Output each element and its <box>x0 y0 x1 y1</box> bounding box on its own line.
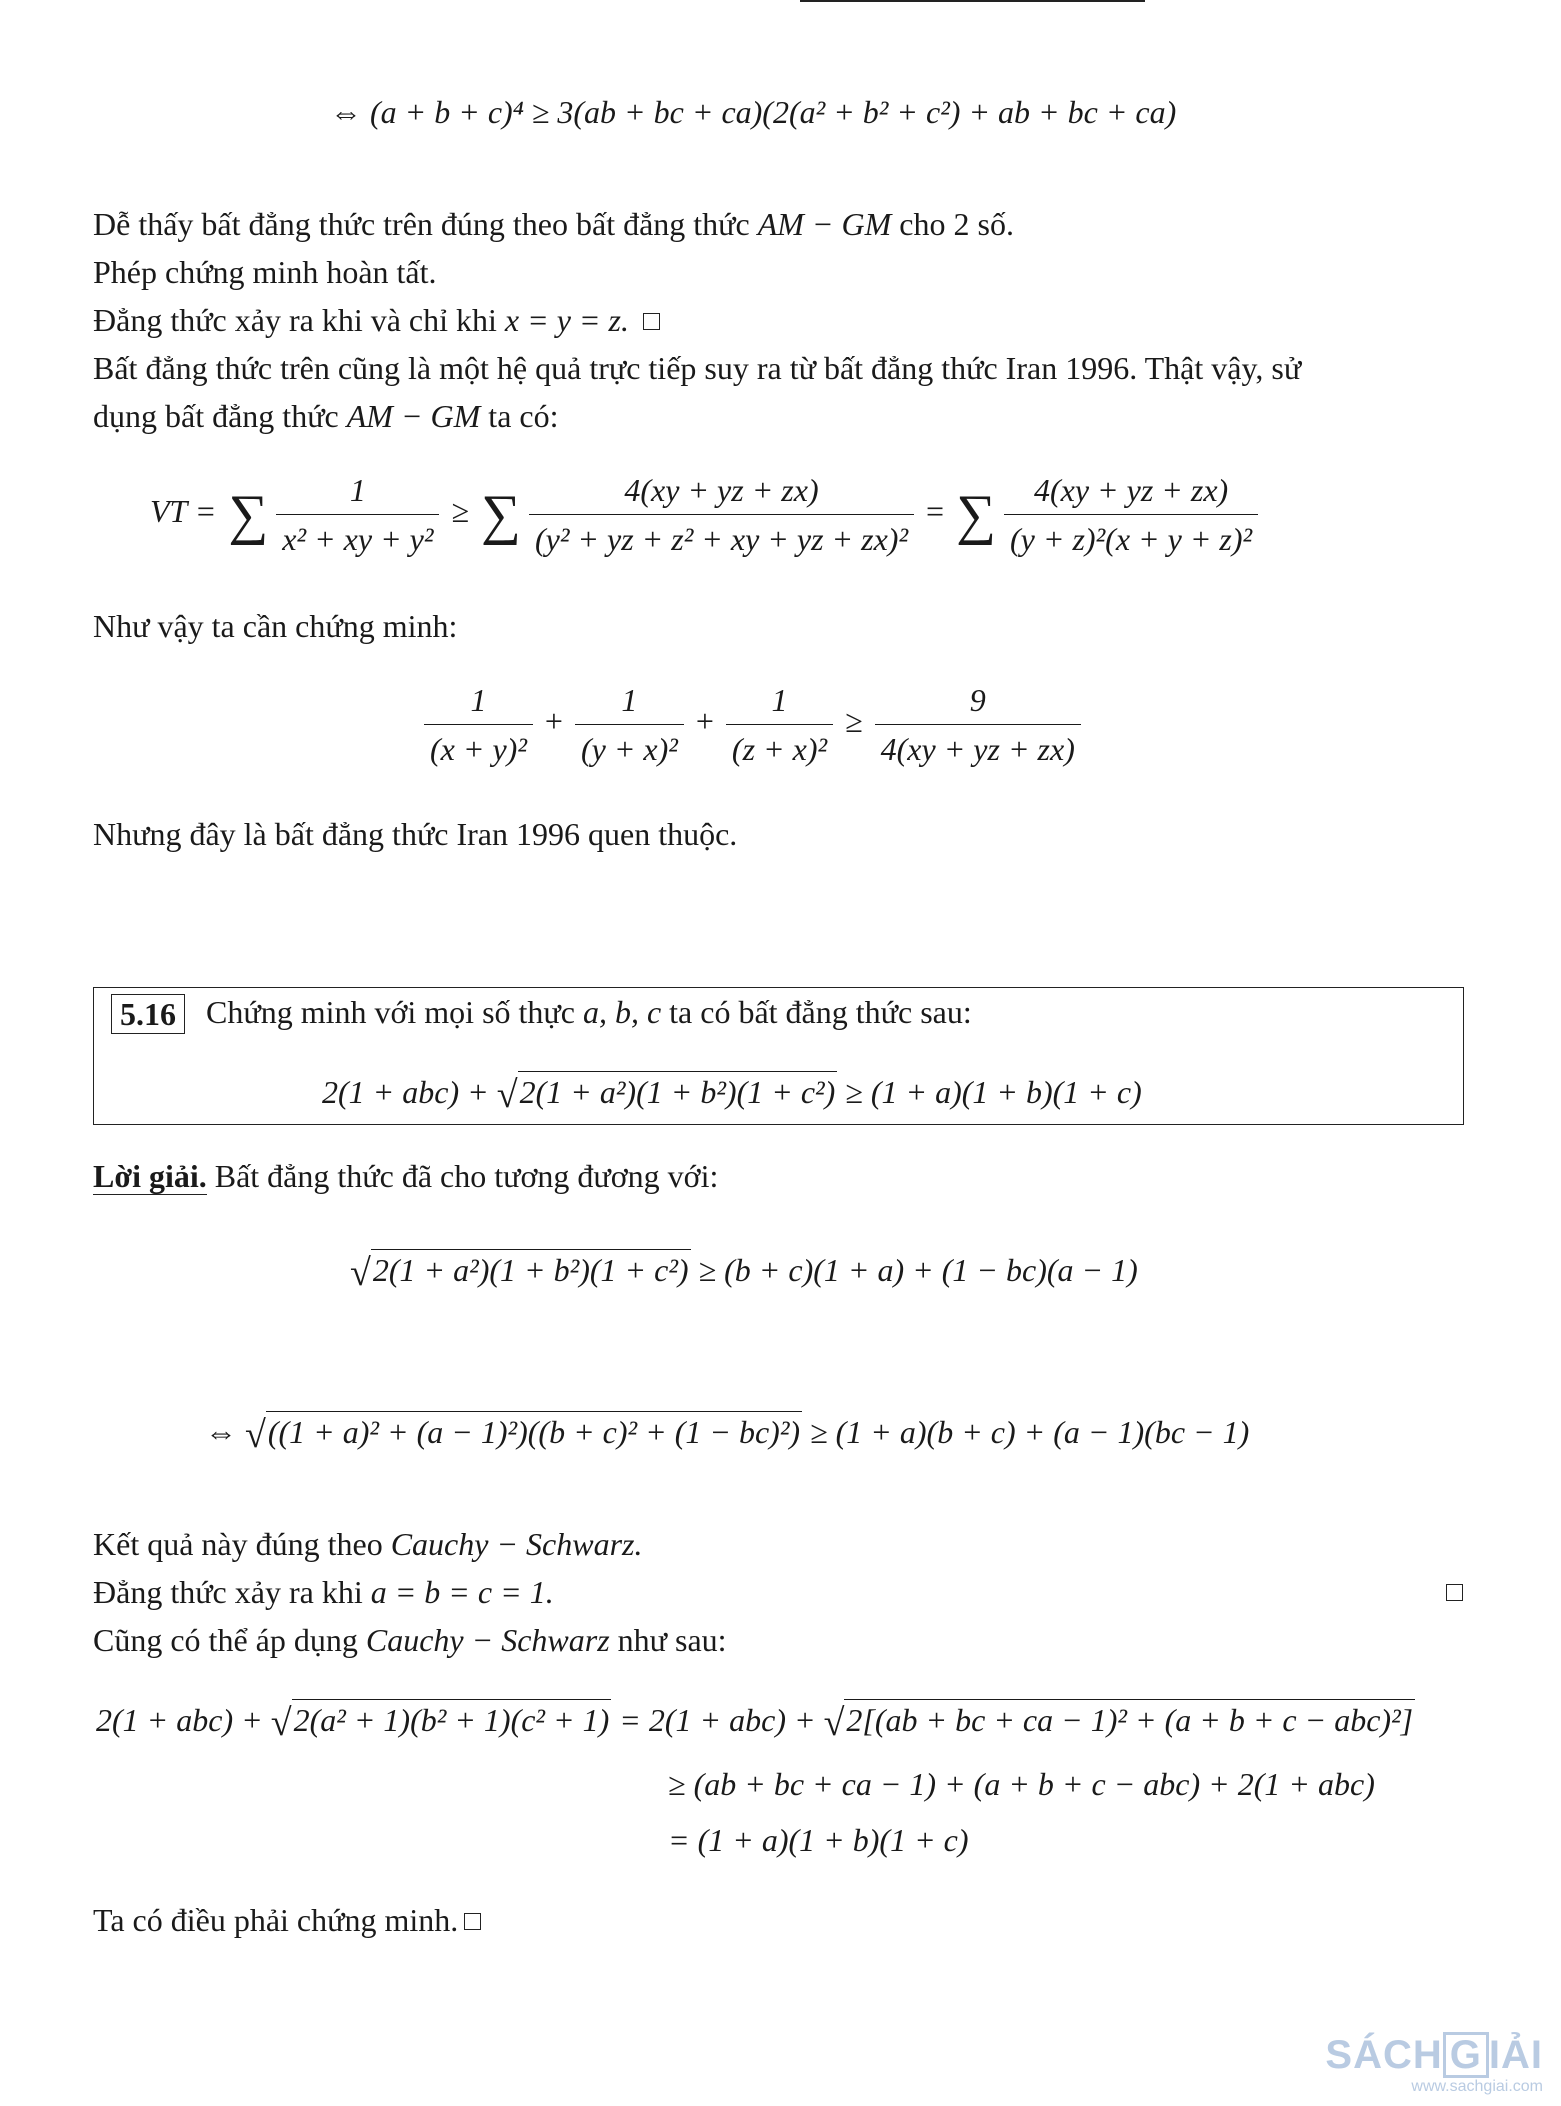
denominator: (y + x)² <box>575 724 684 769</box>
paragraph-9 <box>93 1572 1463 1612</box>
text: dụng bất đẳng thức <box>93 398 339 434</box>
header-rule <box>800 0 1145 2</box>
paragraph-7: Nhưng đây là bất đẳng thức Iran 1996 quen thuộc. <box>93 816 738 852</box>
math-inline: a = b = c = 1. <box>370 1574 554 1610</box>
paragraph-1 <box>93 204 1014 244</box>
eq-part: ≥ (b + c)(1 + a) + (1 − bc)(a − 1) <box>698 1252 1138 1288</box>
fraction <box>575 680 684 769</box>
eq-part: ≥ (1 + a)(1 + b)(1 + c) <box>845 1074 1142 1110</box>
math-inline: Cauchy − Schwarz. <box>390 1526 643 1562</box>
problem-number: 5.16 <box>111 994 185 1034</box>
paragraph-3 <box>93 300 660 340</box>
text: Kết quả này đúng theo <box>93 1526 383 1562</box>
eq-part: 2(1 + abc) + <box>322 1074 489 1110</box>
math-inline: x = y = z. <box>504 302 629 338</box>
fraction <box>424 680 533 769</box>
logo-g-box: G <box>1443 2032 1489 2078</box>
numerator: 4(xy + yz + zx) <box>1033 472 1229 508</box>
paragraph-6: Như vậy ta cần chứng minh: <box>93 608 458 644</box>
radical-sign: √ <box>496 1074 518 1116</box>
text: ta có bất đẳng thức sau: <box>669 994 972 1030</box>
numerator: 1 <box>349 472 366 508</box>
equation-6-line-2: ≥ (ab + bc + ca − 1) + (a + b + c − abc) + 2(1 + abc) <box>668 1766 1375 1802</box>
text: cho 2 số. <box>899 206 1014 242</box>
eq-part: = 2(1 + abc) + <box>619 1702 816 1738</box>
denominator: x² + xy + y² <box>276 514 439 559</box>
radical-sign: √ <box>245 1414 266 1456</box>
equation-4 <box>350 1250 1138 1293</box>
qed-square-icon <box>643 313 660 330</box>
problem-statement <box>206 992 972 1032</box>
eq-part: ≥ (1 + a)(b + c) + (a − 1)(bc − 1) <box>810 1414 1250 1450</box>
equation-1: ⇔ (a + b + c)⁴ ≥ 3(ab + bc + ca)(2(a² + b² + c²) + ab + bc + ca) <box>330 94 1177 130</box>
equivalence: ⇔ <box>205 1414 237 1450</box>
paragraph-4: Bất đẳng thức trên cũng là một hệ quả trực tiếp suy ra từ bất đẳng thức Iran 1996. Thật vậy, sử <box>93 350 1302 386</box>
radicand: ((1 + a)² + (a − 1)²)((b + c)² + (1 − bc)²) <box>266 1411 802 1450</box>
text: Ta có điều phải chứng minh. <box>93 1902 459 1938</box>
equation-6-line-3: = (1 + a)(1 + b)(1 + c) <box>668 1822 969 1858</box>
fraction <box>726 680 833 769</box>
fraction <box>1004 470 1258 559</box>
numerator: 1 <box>771 682 788 718</box>
qed-square-icon <box>1446 1584 1463 1601</box>
text: ta có: <box>488 398 559 434</box>
paragraph-5 <box>93 396 558 436</box>
paragraph-11 <box>93 1900 481 1940</box>
qed-square-icon <box>464 1913 481 1930</box>
watermark <box>1325 2032 1543 2096</box>
text: Đẳng thức xảy ra khi <box>93 1574 363 1610</box>
paragraph-8 <box>93 1524 643 1564</box>
denominator: (y + z)²(x + y + z)² <box>1004 514 1258 559</box>
relation: = <box>926 492 945 529</box>
math-inline: AM − GM <box>757 206 892 242</box>
fraction <box>875 680 1081 769</box>
logo-text: IẢI <box>1488 2033 1543 2077</box>
fraction <box>276 470 439 559</box>
equation-5 <box>205 1412 1249 1455</box>
radicand: 2(1 + a²)(1 + b²)(1 + c²) <box>371 1249 691 1288</box>
equation-3 <box>420 680 1085 769</box>
numerator: 1 <box>470 682 487 718</box>
relation: ≥ <box>451 492 470 529</box>
radicand: 2(a² + 1)(b² + 1)(c² + 1) <box>292 1699 612 1738</box>
radicand: 2(1 + a²)(1 + b²)(1 + c²) <box>518 1071 838 1110</box>
watermark-logo <box>1325 2032 1543 2078</box>
problem-equation <box>322 1072 1142 1115</box>
denominator: (z + x)² <box>726 724 833 769</box>
operator: + <box>544 702 563 739</box>
relation: ≥ <box>845 702 863 739</box>
operator: + <box>695 702 714 739</box>
text: Chứng minh với mọi số thực <box>206 994 575 1030</box>
radicand: 2[(ab + bc + ca − 1)² + (a + b + c − abc)²] <box>844 1699 1415 1738</box>
numerator: 4(xy + yz + zx) <box>624 472 819 508</box>
solution-intro <box>93 1156 718 1196</box>
equation-6-line-1 <box>96 1700 1415 1743</box>
watermark-url: www.sachgiai.com <box>1411 2078 1543 2095</box>
sum-symbol: ∑ <box>481 483 521 546</box>
sqrt <box>824 1700 1416 1743</box>
radical-sign: √ <box>823 1702 845 1744</box>
text: Dễ thấy bất đẳng thức trên đúng theo bất đẳng thức <box>93 206 750 242</box>
sqrt <box>497 1072 838 1115</box>
paragraph-2: Phép chứng minh hoàn tất. <box>93 254 437 290</box>
sum-symbol: ∑ <box>956 483 997 546</box>
sqrt <box>350 1250 691 1293</box>
text: Đẳng thức xảy ra khi và chỉ khi <box>93 302 497 338</box>
problem-box <box>93 987 1464 1125</box>
text: Bất đẳng thức đã cho tương đương với: <box>214 1158 719 1194</box>
denominator: 4(xy + yz + zx) <box>875 724 1081 769</box>
eq-lhs: VT = <box>150 492 217 529</box>
math-inline: AM − GM <box>346 398 481 434</box>
fraction <box>529 470 914 559</box>
sum-symbol: ∑ <box>228 483 269 546</box>
numerator: 1 <box>621 682 638 718</box>
denominator: (x + y)² <box>424 724 533 769</box>
text: như sau: <box>617 1622 727 1658</box>
math-inline: a, b, c <box>582 994 662 1030</box>
math-inline: Cauchy − Schwarz <box>365 1622 610 1658</box>
radical-sign: √ <box>270 1702 292 1744</box>
paragraph-10 <box>93 1620 727 1660</box>
denominator: (y² + yz + z² + xy + yz + zx)² <box>529 514 914 559</box>
equation-2 <box>150 470 1262 559</box>
sqrt <box>245 1412 802 1455</box>
numerator: 9 <box>969 682 986 718</box>
solution-label: Lời giải. <box>93 1158 207 1194</box>
text: Cũng có thể áp dụng <box>93 1622 358 1658</box>
logo-text: SÁCH <box>1325 2033 1443 2077</box>
sqrt <box>271 1700 612 1743</box>
radical-sign: √ <box>350 1252 371 1294</box>
eq-part: 2(1 + abc) + <box>96 1702 263 1738</box>
